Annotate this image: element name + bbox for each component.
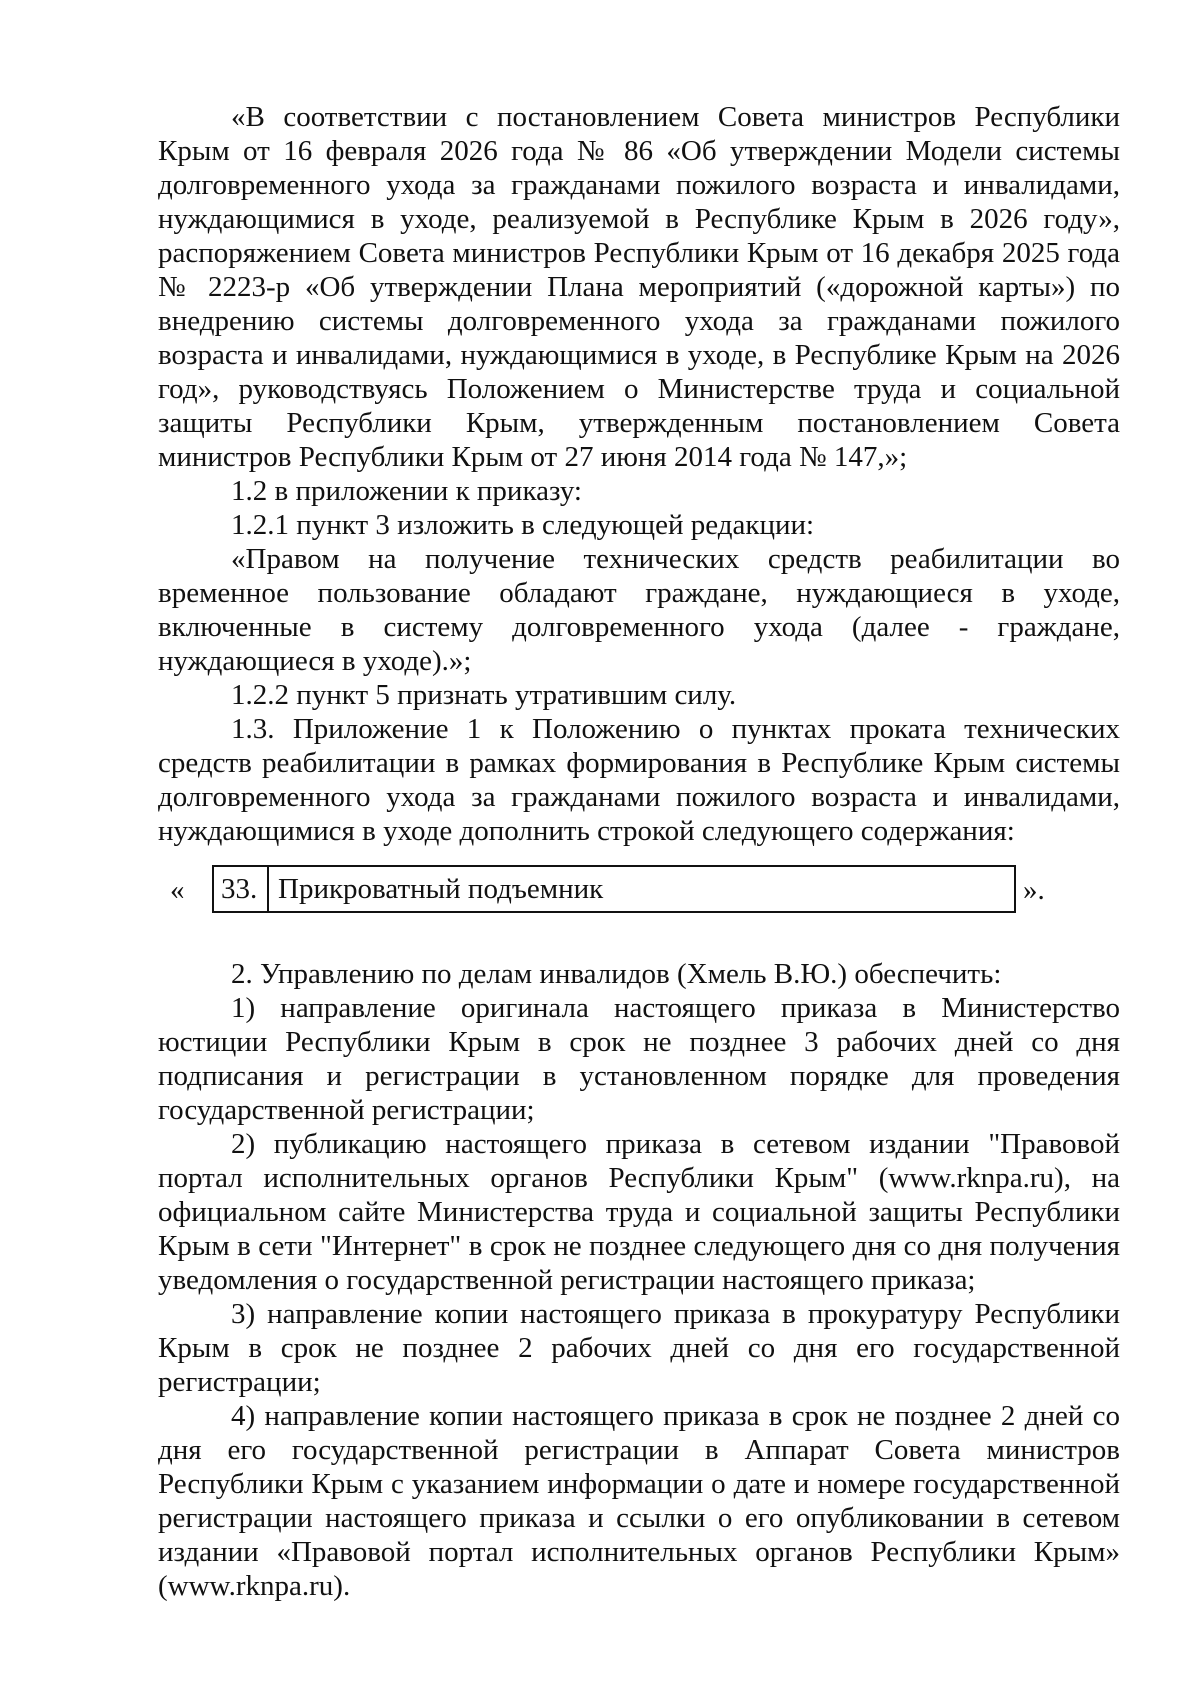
paragraph-item-1-2-2: 1.2.2 пункт 5 признать утратившим силу. <box>231 679 737 711</box>
bottom-text-block <box>158 957 1120 1603</box>
table-row-box <box>212 865 1016 913</box>
appendix-table-row <box>170 865 1090 915</box>
paragraph-subitem-3: 3) направление копии настоящего приказа в прокуратуру Республики Крым в срок не позднее 2 рабочих дней со дня его государственной регистрации; <box>158 1298 1120 1398</box>
paragraph-preamble: «В соответствии с постановлением Совета министров Республики Крым от 16 февраля 2026 года № 86 «Об утверждении Модели системы долговременного ухода за гражданами пожилого возраста и инвалидами, нуждающимися в уходе, реализуемой в Республике Крым в 2026 году», распоряжением Совета министров Республики Крым от 16 декабря 2025 года № 2223-р «Об утверждении Плана мероприятий («дорожной карты») по внедрению системы долговременного ухода за гражданами пожилого возраста и инвалидами, нуждающимися в уходе, в Республике Крым на 2026 год», руководствуясь Положением о Министерстве труда и социальной защиты Республики Крым, утвержденным постановлением Совета министров Республики Крым от 27 июня 2014 года № 147,»; <box>158 101 1120 473</box>
table-cell-number: 33. <box>214 867 269 911</box>
paragraph-quoted-point-3: «Правом на получение технических средств реабилитации во временное пользование обладают граждане, нуждающиеся в уходе, включенные в систему долговременного ухода (далее - граждане, нуждающиеся в уходе).»; <box>158 543 1120 677</box>
closing-quote: ». <box>1023 874 1045 906</box>
paragraph-item-1-3: 1.3. Приложение 1 к Положению о пунктах проката технических средств реабилитации в рамках формирования в Республике Крым системы долговременного ухода за гражданами пожилого возраста и инвалидами, нуждающимися в уходе дополнить строкой следующего содержания: <box>158 713 1120 847</box>
opening-quote: « <box>170 874 185 906</box>
paragraph-subitem-2: 2) публикацию настоящего приказа в сетевом издании "Правовой портал исполнительных органов Республики Крым" (www.rknpa.ru), на официальном сайте Министерства труда и социальной защиты Республики Крым в сети "Интернет" в срок не позднее следующего дня со дня получения уведомления о государственной регистрации настоящего приказа; <box>158 1128 1120 1296</box>
top-text-block <box>158 100 1120 848</box>
paragraph-subitem-4: 4) направление копии настоящего приказа в срок не позднее 2 дней со дня его государственной регистрации в Аппарат Совета министров Республики Крым с указанием информации о дате и номере государственной регистрации настоящего приказа и ссылки о его опубликовании в сетевом издании «Правовой портал исполнительных органов Республики Крым» (www.rknpa.ru). <box>158 1400 1120 1602</box>
paragraph-item-1-2-1: 1.2.1 пункт 3 изложить в следующей редакции: <box>231 509 815 541</box>
paragraph-subitem-1: 1) направление оригинала настоящего приказа в Министерство юстиции Республики Крым в срок не позднее 3 рабочих дней со дня подписания и регистрации в установленном порядке для проведения государственной регистрации; <box>158 992 1120 1126</box>
paragraph-item-1-2: 1.2 в приложении к приказу: <box>231 475 582 507</box>
table-cell-name: Прикроватный подъемник <box>278 873 604 905</box>
paragraph-item-2: 2. Управлению по делам инвалидов (Хмель В.Ю.) обеспечить: <box>231 958 1002 990</box>
